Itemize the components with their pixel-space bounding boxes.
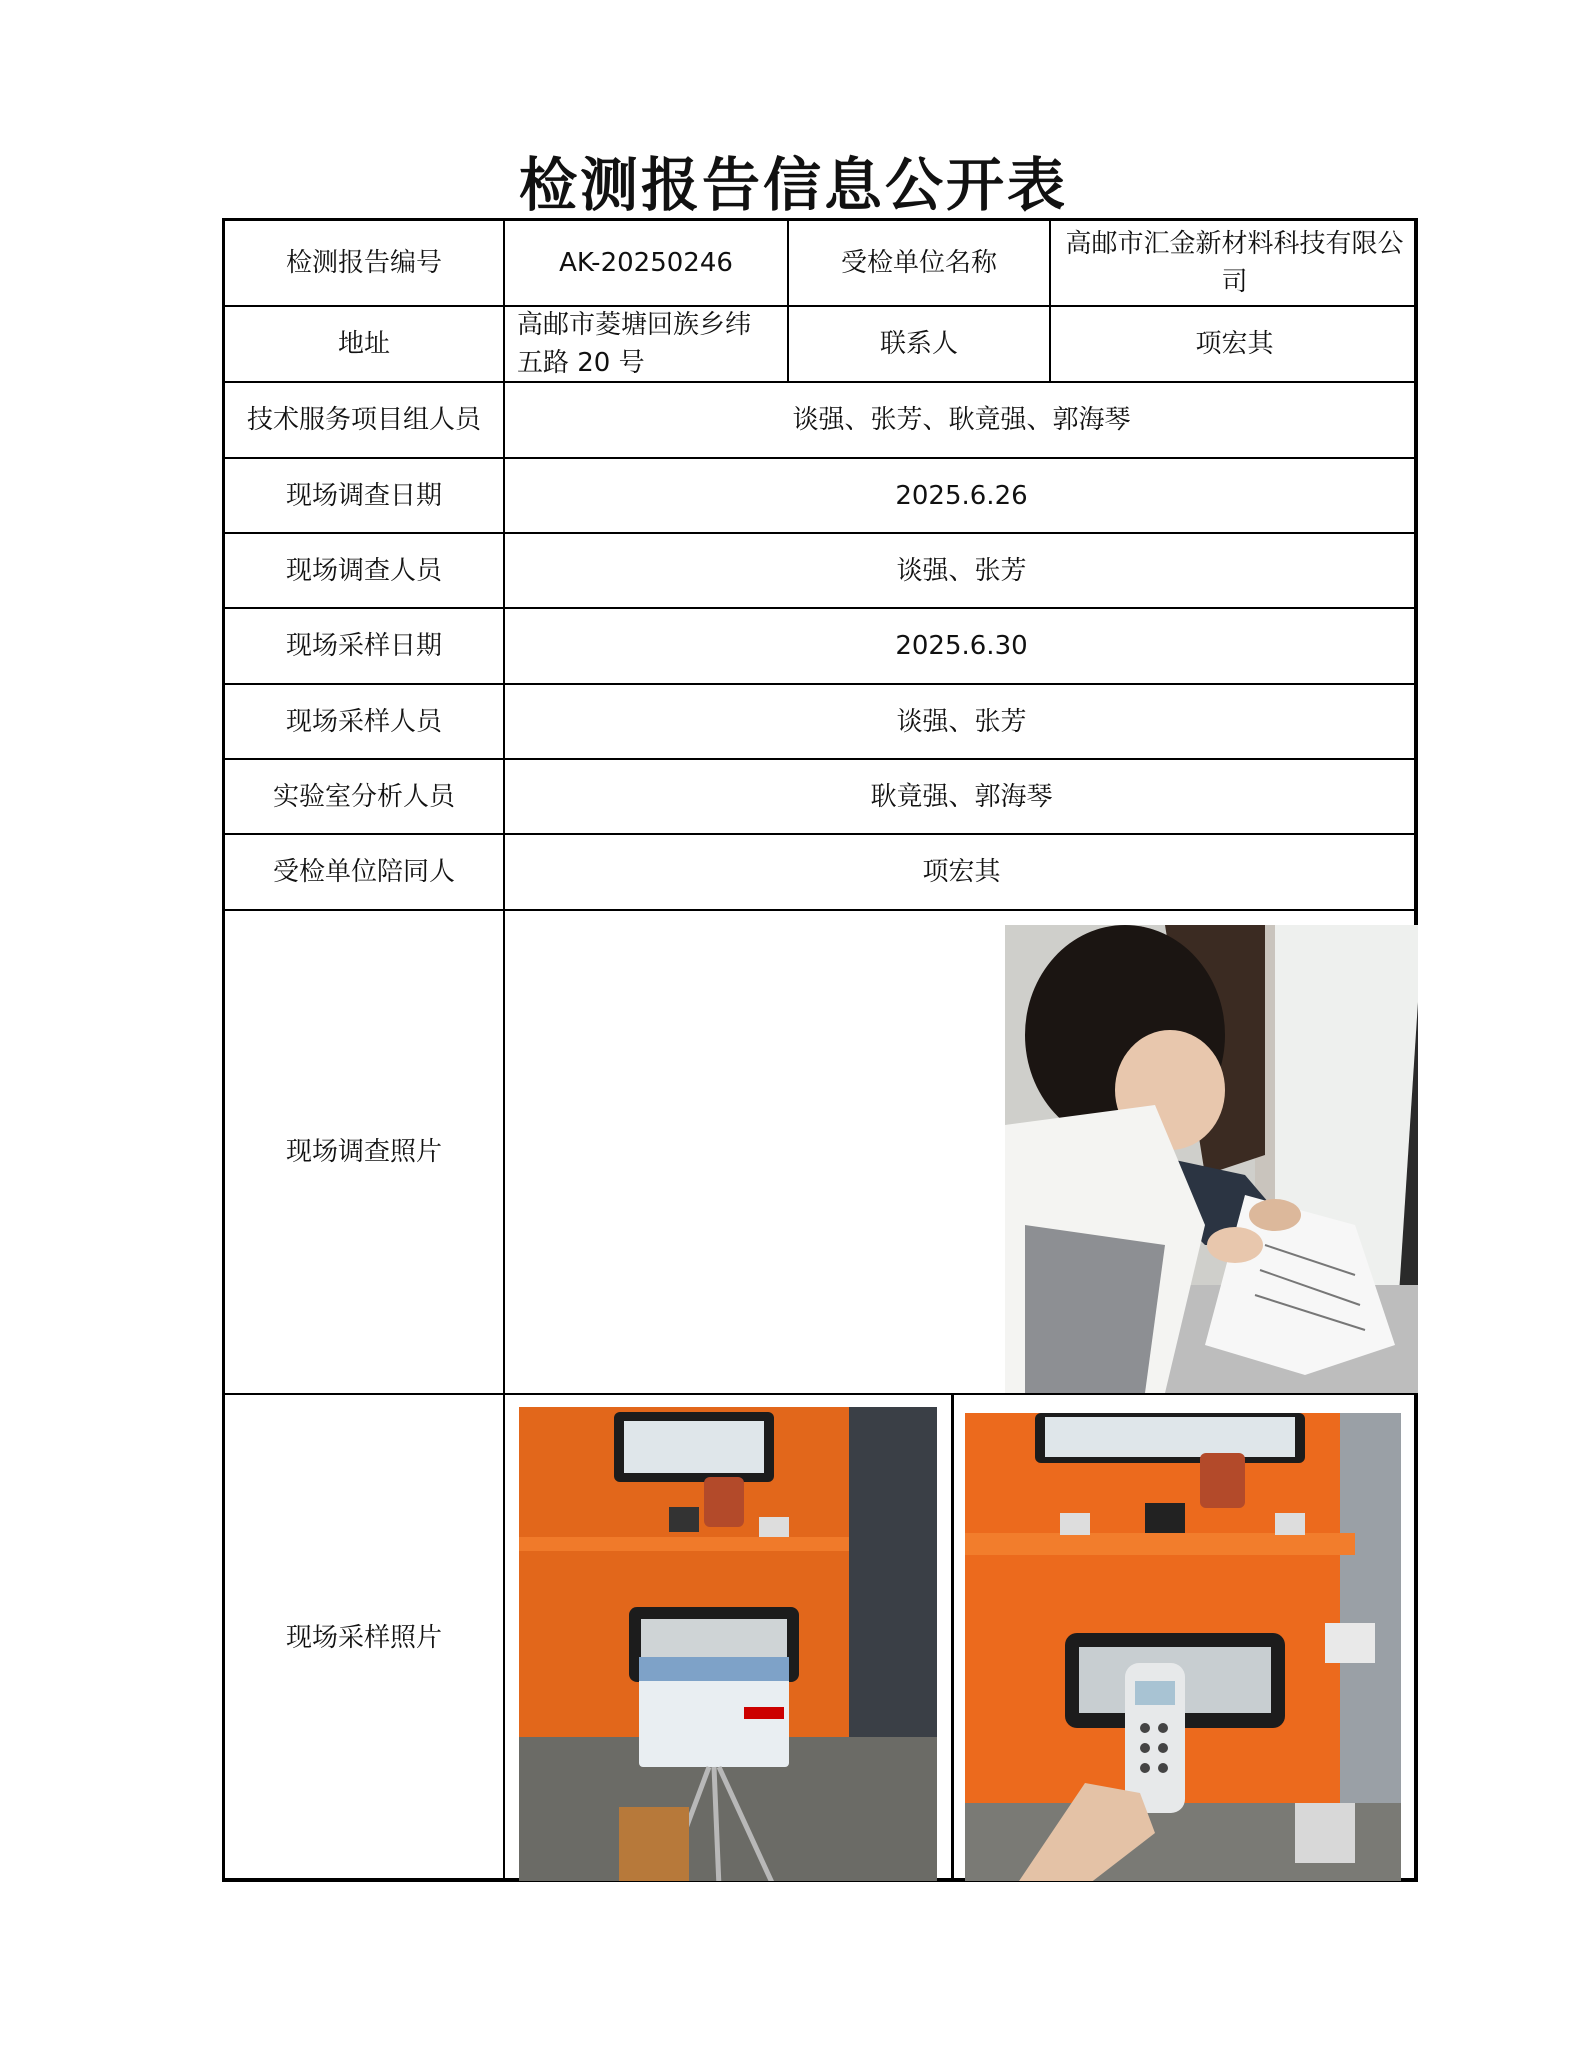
survey-photo-cell xyxy=(505,911,1418,1395)
survey-photo xyxy=(1005,925,1418,1393)
sampling-photo-1 xyxy=(519,1407,937,1881)
unit-name-value: 高邮市汇金新材料科技有限公司 xyxy=(1051,221,1418,307)
document-title: 检测报告信息公开表 xyxy=(518,151,1068,219)
sampling-photo-cell xyxy=(505,1395,1418,1881)
address-label: 地址 xyxy=(225,307,505,383)
contact-label: 联系人 xyxy=(789,307,1051,383)
address-value: 高邮市菱塘回族乡纬五路 20 号 xyxy=(505,307,789,383)
lab-staff-value: 耿竟强、郭海琴 xyxy=(505,760,1418,835)
report-no-value: AK-20250246 xyxy=(505,221,789,307)
escort-label: 受检单位陪同人 xyxy=(225,835,505,911)
sampling-photo-label: 现场采样照片 xyxy=(225,1395,505,1881)
sampling-staff-value: 谈强、张芳 xyxy=(505,685,1418,760)
survey-date-value: 2025.6.26 xyxy=(505,459,1418,534)
team-value: 谈强、张芳、耿竟强、郭海琴 xyxy=(505,383,1418,459)
info-table xyxy=(222,218,1418,1882)
survey-staff-value: 谈强、张芳 xyxy=(505,534,1418,609)
sampling-date-value: 2025.6.30 xyxy=(505,609,1418,685)
lab-staff-label: 实验室分析人员 xyxy=(225,760,505,835)
sampling-photo-2 xyxy=(965,1413,1401,1881)
survey-date-label: 现场调查日期 xyxy=(225,459,505,534)
photo-divider xyxy=(951,1395,954,1881)
contact-value: 项宏其 xyxy=(1051,307,1418,383)
sampling-staff-label: 现场采样人员 xyxy=(225,685,505,760)
sampling-date-label: 现场采样日期 xyxy=(225,609,505,685)
survey-photo-label: 现场调查照片 xyxy=(225,911,505,1395)
survey-staff-label: 现场调查人员 xyxy=(225,534,505,609)
team-label: 技术服务项目组人员 xyxy=(225,383,505,459)
unit-name-label: 受检单位名称 xyxy=(789,221,1051,307)
escort-value: 项宏其 xyxy=(505,835,1418,911)
report-no-label: 检测报告编号 xyxy=(225,221,505,307)
